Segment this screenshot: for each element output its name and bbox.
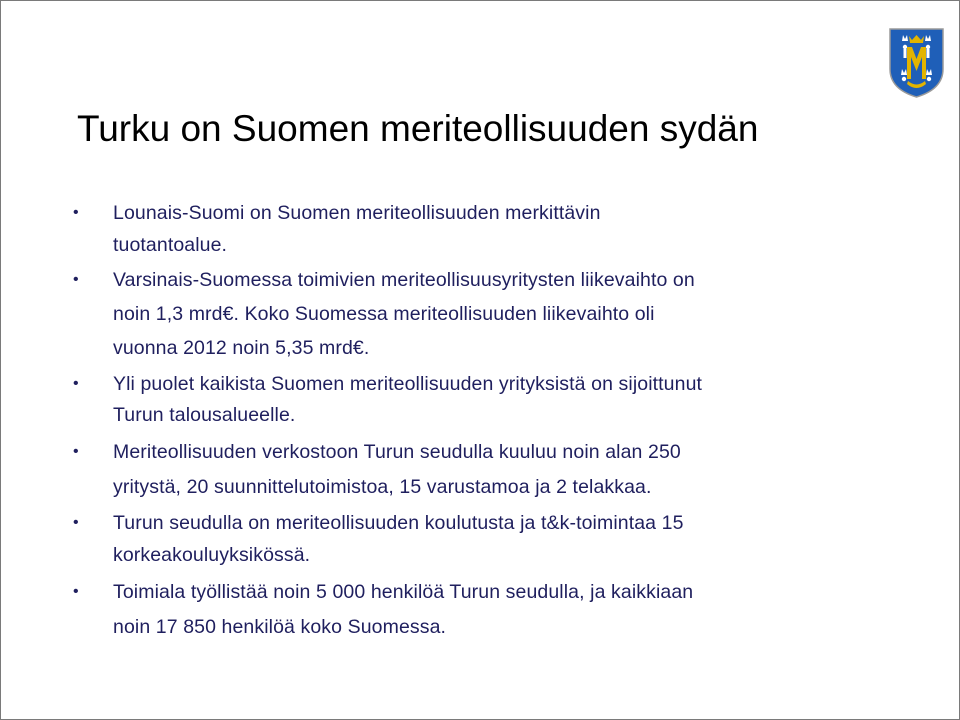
bullet-text-line: noin 17 850 henkilöä koko Suomessa. bbox=[113, 616, 447, 638]
bullet-text-line: tuotantoalue. bbox=[113, 234, 228, 256]
bullet-dot: • bbox=[73, 375, 79, 392]
bullet-dot: • bbox=[73, 204, 79, 221]
bullet-text-line: vuonna 2012 noin 5,35 mrd€. bbox=[113, 337, 370, 359]
slide-title: Turku on Suomen meriteollisuuden sydän bbox=[77, 108, 759, 149]
bullet-dot: • bbox=[73, 514, 79, 531]
turku-coat-of-arms-icon bbox=[888, 27, 945, 99]
bullet-text-line: Turun talousalueelle. bbox=[113, 404, 296, 426]
bullet-text-line: korkeakouluyksikössä. bbox=[113, 544, 311, 566]
bullet-text-line: Meriteollisuuden verkostoon Turun seudulla kuuluu noin alan 250 bbox=[113, 441, 681, 463]
bullet-text-line: Varsinais-Suomessa toimivien meriteollisuusyritysten liikevaihto on bbox=[113, 269, 695, 291]
bullet-text-line: Turun seudulla on meriteollisuuden koulutusta ja t&k-toimintaa 15 bbox=[113, 512, 684, 534]
bullet-dot: • bbox=[73, 443, 79, 460]
bullet-dot: • bbox=[73, 583, 79, 600]
bullet-text-line: yritystä, 20 suunnittelutoimistoa, 15 varustamoa ja 2 telakkaa. bbox=[113, 476, 652, 498]
bullet-dot: • bbox=[73, 271, 79, 288]
bullet-text-line: noin 1,3 mrd€. Koko Suomessa meriteollisuuden liikevaihto oli bbox=[113, 303, 655, 325]
bullet-text-line: Toimiala työllistää noin 5 000 henkilöä Turun seudulla, ja kaikkiaan bbox=[113, 581, 694, 603]
bullet-text-line: Lounais-Suomi on Suomen meriteollisuuden merkittävin bbox=[113, 202, 601, 224]
bullet-text-line: Yli puolet kaikista Suomen meriteollisuuden yrityksistä on sijoittunut bbox=[113, 373, 703, 395]
